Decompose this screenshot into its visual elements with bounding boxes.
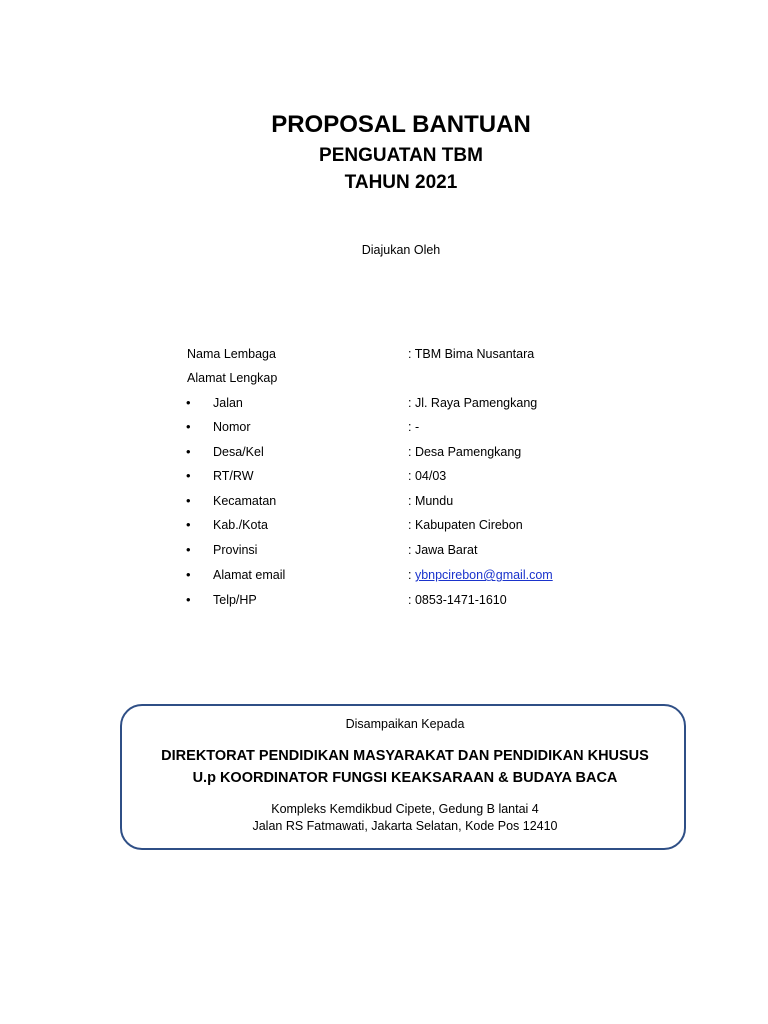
detail-row-kecamatan xyxy=(0,492,768,510)
detail-label: Telp/HP xyxy=(213,593,257,607)
detail-value: : TBM Bima Nusantara xyxy=(408,347,535,361)
page-subtitle: PENGUATAN TBM xyxy=(319,145,483,166)
detail-row-alamat-email xyxy=(0,566,768,584)
detail-value: : Jawa Barat xyxy=(408,543,478,557)
recipient-address-line1: Kompleks Kemdikbud Cipete, Gedung B lantai 4 xyxy=(271,802,539,816)
bullet-icon: • xyxy=(186,395,191,410)
detail-label: Alamat email xyxy=(213,568,286,582)
bullet-icon: • xyxy=(186,567,191,582)
recipient-org-line1: DIREKTORAT PENDIDIKAN MASYARAKAT DAN PENDIDIKAN KHUSUS xyxy=(161,748,649,764)
detail-value: : 0853-1471-1610 xyxy=(408,593,507,607)
email-link[interactable]: ybnpcirebon@gmail.com xyxy=(414,568,553,582)
recipient-address-line2: Jalan RS Fatmawati, Jakarta Selatan, Kode Pos 12410 xyxy=(252,819,558,833)
recipient-org-line2: U.p KOORDINATOR FUNGSI KEAKSARAAN & BUDAYA BACA xyxy=(192,770,618,786)
detail-row-jalan xyxy=(0,394,768,412)
detail-value: : Desa Pamengkang xyxy=(408,445,522,459)
detail-value: : 04/03 xyxy=(408,469,447,483)
detail-value xyxy=(408,566,553,584)
bullet-icon: • xyxy=(186,592,191,607)
detail-label: Jalan xyxy=(213,396,243,410)
detail-value: : Mundu xyxy=(408,494,454,508)
detail-label: Kab./Kota xyxy=(213,518,268,532)
recipient-box xyxy=(120,704,686,850)
submitted-by-label: Diajukan Oleh xyxy=(361,243,441,257)
bullet-icon: • xyxy=(186,517,191,532)
detail-label: Kecamatan xyxy=(213,494,277,508)
bullet-icon: • xyxy=(186,468,191,483)
detail-label: RT/RW xyxy=(213,469,254,483)
detail-row-nama-lembaga xyxy=(0,345,768,363)
detail-label: Nama Lembaga xyxy=(187,347,276,361)
detail-label: Nomor xyxy=(213,420,251,434)
bullet-icon: • xyxy=(186,493,191,508)
bullet-icon: • xyxy=(186,419,191,434)
detail-label: Provinsi xyxy=(213,543,258,557)
detail-row-nomor xyxy=(0,418,768,436)
detail-value: : - xyxy=(408,420,420,434)
detail-row-desa-kel xyxy=(0,443,768,461)
page-year: TAHUN 2021 xyxy=(344,172,458,193)
bullet-icon: • xyxy=(186,444,191,459)
detail-row-telp-hp xyxy=(0,591,768,609)
detail-value-prefix: : xyxy=(408,568,415,582)
detail-row-kab-kota xyxy=(0,516,768,534)
detail-row-provinsi xyxy=(0,541,768,559)
detail-label: Desa/Kel xyxy=(213,445,264,459)
detail-label: Alamat Lengkap xyxy=(187,371,278,385)
detail-value: : Jl. Raya Pamengkang xyxy=(408,396,538,410)
page-title: PROPOSAL BANTUAN xyxy=(271,111,531,138)
recipient-intro: Disampaikan Kepada xyxy=(345,717,465,731)
detail-value: : Kabupaten Cirebon xyxy=(408,518,523,532)
detail-row-alamat-lengkap xyxy=(0,369,768,387)
bullet-icon: • xyxy=(186,542,191,557)
detail-row-rt-rw xyxy=(0,467,768,485)
